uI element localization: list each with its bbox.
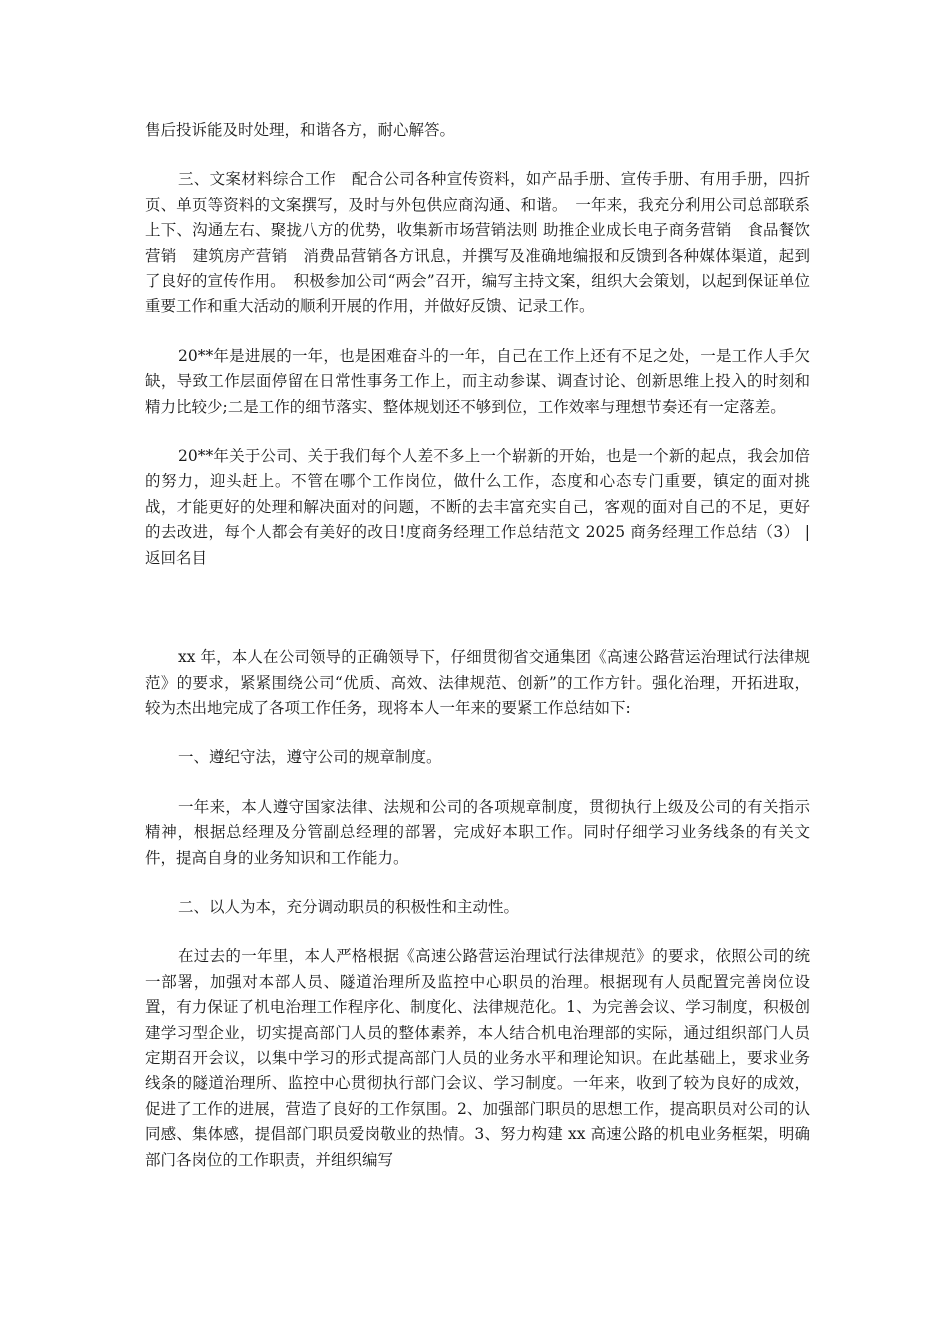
- paragraph-year-shortcomings: 20**年是进展的一年，也是困难奋斗的一年，自己在工作上还有不足之处，一是工作人手欠缺，导致工作层面停留在日常性事务工作上，而主动参谋、调查讨论、创新思维上投入的时刻和精力比较少;二是工作的细节落实、整体规划还不够到位，工作效率与理想节奏还有一定落差。: [145, 346, 810, 416]
- paragraph-staff-management: 在过去的一年里，本人严格根据《高速公路营运治理试行法律规范》的要求，依照公司的统一部署，加强对本部人员、隧道治理所及监控中心职员的治理。根据现有人员配置完善岗位设置，有力保证了机电治理工作程序化、制度化、法律规范化。1、为完善会议、学习制度，积极创建学习型企业，切实提高部门人员的整体素养，本人结合机电治理部的实际，通过组织部门人员定期召开会议，以集中学习的形式提高部门人员的业务水平和理论知识。在此基础上，要求业务线条的隧道治理所、监控中心贯彻执行部门会议、学习制度。一年来，收到了较为良好的成效，促进了工作的进展，营造了良好的工作氛围。2、加强部门职员的思想工作，提高职员对公司的认同感、集体感，提倡部门职员爱岗敬业的热情。3、努力构建 xx 高速公路的机电业务框架，明确部门各岗位的工作职责，并组织编写: [145, 947, 810, 1169]
- paragraph-after-sales: 售后投诉能及时处理，和谐各方，耐心解答。: [145, 121, 456, 139]
- heading-section-one: 一、遵纪守法，遵守公司的规章制度。: [178, 748, 442, 767]
- paragraph-copywriting-work: 三、文案材料综合工作 配合公司各种宣传资料，如产品手册、宣传手册、有用手册，四折页、单页等资料的文案撰写，及时与外包供应商沟通、和谐。 一年来，我充分利用公司总部联系上下、沟通左右、聚拢八方的优势，收集新市场营销法则 助推企业成长电子商务营销 食品餐饮营销 建筑房产营销 消费品营销各方讯息，并撰写及准确地编报和反馈到各种媒体渠道，起到了良好的宣传作用。 积极参加公司“两会”召开，编写主持文案，组织大会策划，以起到保证单位重要工作和重大活动的顺利开展的作用，并做好反馈、记录工作。: [145, 170, 810, 316]
- paragraph-new-start: 20**年关于公司、关于我们每个人差不多上一个崭新的开始，也是一个新的起点，我会加倍的努力，迎头赶上。不管在哪个工作岗位，做什么工作，态度和心态专门重要，镇定的面对挑战，才能更好的处理和解决面对的问题，不断的去丰富充实自己，客观的面对自己的不足，更好的去改进，每个人都会有美好的改日!度商务经理工作总结范文 2025 商务经理工作总结（3） | 返回名目: [145, 447, 810, 567]
- heading-section-two: 二、以人为本，充分调动职员的积极性和主动性。: [178, 897, 520, 916]
- document-page: [145, 118, 810, 1197]
- paragraph-xx-year-intro: xx 年，本人在公司领导的正确领导下，仔细贯彻省交通集团《高速公路营运治理试行法律规范》的要求，紧紧围绕公司“优质、高效、法律规范、创新”的工作方针。强化治理，开拓进取，较为杰出地完成了各项工作任务，现将本人一年来的要紧工作总结如下:: [145, 648, 810, 717]
- paragraph-compliance: 一年来，本人遵守国家法律、法规和公司的各项规章制度，贯彻执行上级及公司的有关指示精神，根据总经理及分管副总经理的部署，完成好本职工作。同时仔细学习业务线条的有关文件，提高自身的业务知识和工作能力。: [145, 797, 810, 867]
- section-gap: [145, 595, 810, 645]
